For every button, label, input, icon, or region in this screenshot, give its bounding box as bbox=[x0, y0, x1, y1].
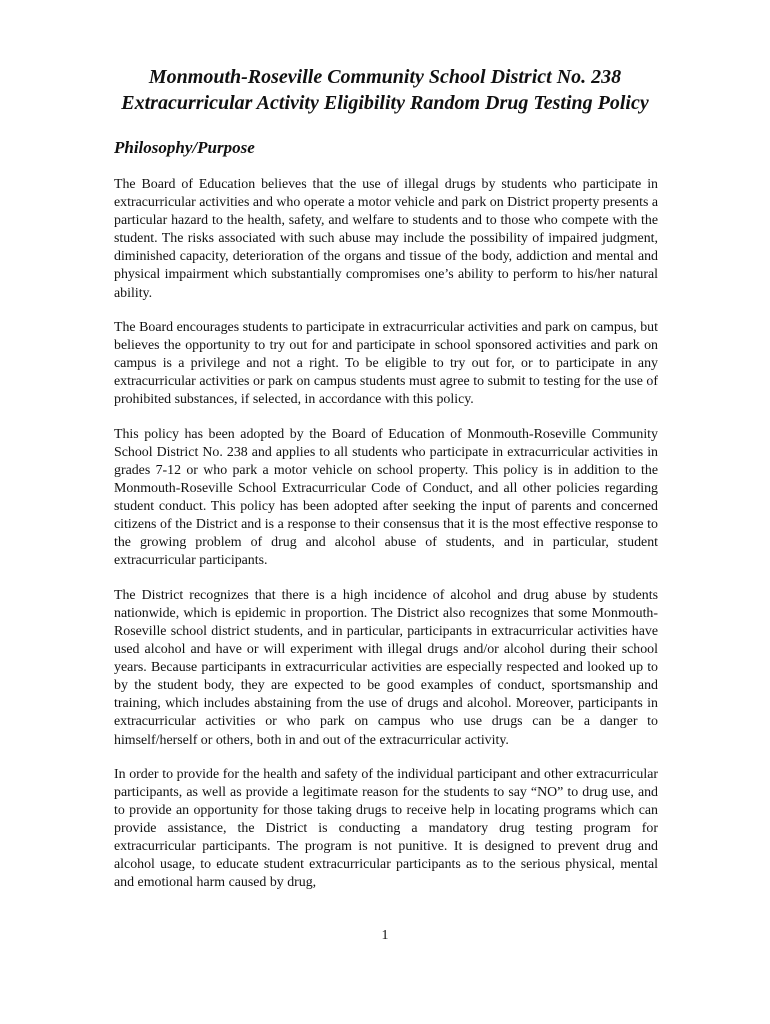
title-line-1: Monmouth-Roseville Community School District No. 238 bbox=[148, 66, 622, 88]
document-body bbox=[114, 176, 658, 893]
section-heading: Philosophy/Purpose bbox=[114, 138, 255, 157]
page-number: 1 bbox=[381, 928, 389, 943]
paragraph-3: This policy has been adopted by the Board of Education of Monmouth-Roseville Community School District No. 238 and applies to all students who participate in extracurricular activities in grades 7-12 or who park a motor vehicle on school property. This policy is in addition to the Monmouth-Roseville School Extracurricular Code of Conduct, and all other policies regarding student conduct. This policy has been adopted after seeking the input of parents and concerned citizens of the District and is a response to their consensus that it is the most effective response to the growing problem of drug and alcohol abuse of students, and in particular, student extracurricular participants. bbox=[114, 426, 658, 569]
paragraph-2: The Board encourages students to participate in extracurricular activities and park on campus, but believes the opportunity to try out for and participate in school sponsored activities and park on campus is a privilege and not a right. To be eligible to try out for, or to participate in any extracurricular activities or park on campus students must agree to submit to testing for the use of prohibited substances, if selected, in accordance with this policy. bbox=[114, 319, 658, 408]
title-line-2: Extracurricular Activity Eligibility Random Drug Testing Policy bbox=[121, 92, 649, 114]
paragraph-5: In order to provide for the health and safety of the individual participant and other extracurricular participants, as well as provide a legitimate reason for the students to say “NO” to drug use, and to provide an opportunity for those taking drugs to receive help in locating programs which can provide assistance, the District is conducting a mandatory drug testing program for extracurricular participants. The program is not punitive. It is designed to prevent drug and alcohol usage, to educate student extracurricular participants as to the serious physical, mental and emotional harm caused by drug, bbox=[114, 766, 658, 891]
paragraph-1: The Board of Education believes that the use of illegal drugs by students who participate in extracurricular activities and who operate a motor vehicle and park on District property presents a particular hazard to the health, safety, and welfare to students and to those who compete with the student. The risks associated with such abuse may include the possibility of impaired judgment, diminished capacity, deterioration of the organs and tissue of the body, addiction and mental and physical impairment which substantially compromises one’s ability to perform to his/her natural ability. bbox=[114, 177, 658, 301]
document-title bbox=[0, 64, 770, 116]
paragraph-4: The District recognizes that there is a high incidence of alcohol and drug abuse by students nationwide, which is epidemic in proportion. The District also recognizes that some Monmouth-Roseville school district students, and in particular, participants in extracurricular activities have used alcohol and have or will experiment with illegal drugs and/or alcohol during their school years. Because participants in extracurricular activities are especially respected and looked up to by the student body, they are expected to be good examples of conduct, sportsmanship and training, which includes abstaining from the use of drugs and alcohol. Moreover, participants in extracurricular activities or who park on campus who use drugs can be a danger to himself/herself or others, both in and out of the extracurricular activity. bbox=[114, 587, 658, 748]
